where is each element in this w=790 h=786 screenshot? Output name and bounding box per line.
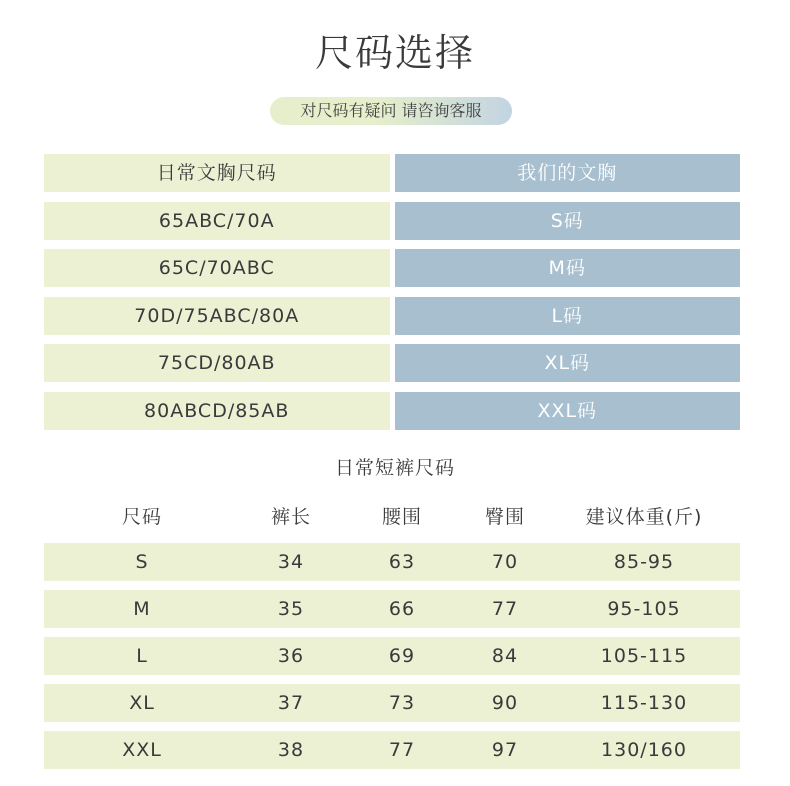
shorts-waist-cell: 73 <box>388 692 416 714</box>
table-row <box>44 731 740 769</box>
table-row <box>44 684 740 722</box>
page-title: 尺码选择 <box>314 31 475 75</box>
table-row <box>44 297 740 335</box>
shorts-table-title: 日常短裤尺码 <box>334 457 455 479</box>
shorts-hip-cell: 70 <box>491 551 519 573</box>
bra-standard-size-cell: 80ABCD/85AB <box>44 392 390 430</box>
table-row <box>44 392 740 430</box>
shorts-header-weight: 建议体重(斤) <box>585 506 703 528</box>
shorts-weight-cell: 95-105 <box>607 598 681 620</box>
shorts-hip-cell: 90 <box>491 692 519 714</box>
bra-size-table <box>44 154 740 439</box>
shorts-hip-cell: 84 <box>491 645 519 667</box>
shorts-weight-cell: 115-130 <box>600 692 688 714</box>
table-row <box>44 543 740 581</box>
shorts-length-cell: 37 <box>277 692 305 714</box>
shorts-length-cell: 38 <box>277 739 305 761</box>
bra-standard-size-cell: 65ABC/70A <box>44 202 390 240</box>
shorts-weight-cell: 130/160 <box>601 739 687 761</box>
shorts-size-cell: L <box>136 645 148 667</box>
shorts-size-cell: S <box>135 551 149 573</box>
table-row <box>44 202 740 240</box>
bra-header-standard-size: 日常文胸尺码 <box>44 154 390 192</box>
bra-standard-size-cell: 70D/75ABC/80A <box>44 297 390 335</box>
shorts-table-header-row <box>44 500 740 534</box>
shorts-size-table <box>44 543 740 778</box>
shorts-length-cell: 36 <box>277 645 305 667</box>
shorts-waist-cell: 63 <box>388 551 416 573</box>
shorts-header-hip: 臀围 <box>484 506 525 528</box>
shorts-hip-cell: 77 <box>491 598 519 620</box>
table-row <box>44 590 740 628</box>
bra-our-size-cell: M码 <box>395 249 741 287</box>
shorts-header-length: 裤长 <box>270 506 311 528</box>
shorts-size-cell: XXL <box>122 739 162 761</box>
shorts-size-cell: XL <box>129 692 155 714</box>
shorts-header-size: 尺码 <box>121 506 162 528</box>
table-row <box>44 344 740 382</box>
shorts-waist-cell: 77 <box>388 739 416 761</box>
bra-our-size-cell: XXL码 <box>395 392 741 430</box>
bra-standard-size-cell: 75CD/80AB <box>44 344 390 382</box>
shorts-header-waist: 腰围 <box>381 506 422 528</box>
shorts-waist-cell: 66 <box>388 598 416 620</box>
bra-standard-size-cell: 65C/70ABC <box>44 249 390 287</box>
table-row <box>44 249 740 287</box>
shorts-weight-cell: 105-115 <box>600 645 688 667</box>
size-help-badge: 对尺码有疑问 请咨询客服 <box>270 97 512 125</box>
bra-our-size-cell: S码 <box>395 202 741 240</box>
bra-header-our-size: 我们的文胸 <box>395 154 741 192</box>
shorts-length-cell: 34 <box>277 551 305 573</box>
table-row <box>44 637 740 675</box>
shorts-length-cell: 35 <box>277 598 305 620</box>
shorts-weight-cell: 85-95 <box>613 551 675 573</box>
bra-our-size-cell: XL码 <box>395 344 741 382</box>
bra-our-size-cell: L码 <box>395 297 741 335</box>
bra-table-header-row <box>44 154 740 192</box>
shorts-waist-cell: 69 <box>388 645 416 667</box>
shorts-size-cell: M <box>133 598 151 620</box>
shorts-hip-cell: 97 <box>491 739 519 761</box>
